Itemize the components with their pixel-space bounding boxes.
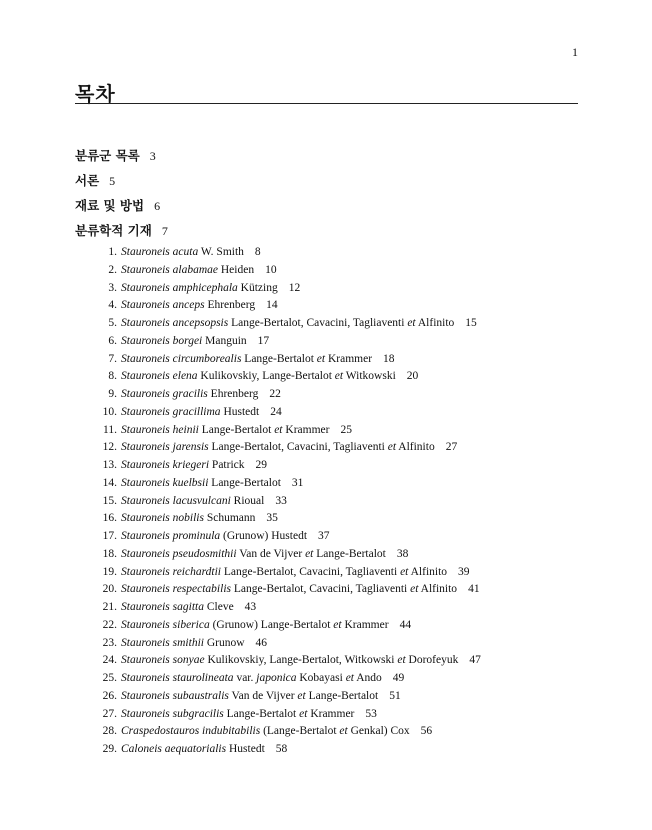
entry-text	[121, 280, 300, 298]
entry-page-number: 17	[257, 334, 270, 347]
toc-entry	[95, 386, 481, 404]
italic-term: et	[345, 672, 354, 684]
toc-entry	[95, 723, 481, 741]
section-title: 재료 및 방법	[75, 198, 145, 213]
entry-number: 9.	[108, 388, 117, 400]
entry-page-number: 27	[445, 441, 458, 454]
entry-text	[121, 333, 269, 351]
entry-page-number: 25	[340, 423, 352, 436]
entry-page-number: 53	[365, 707, 377, 720]
entry-text	[121, 741, 287, 759]
species-name: Stauroneis subaustralis	[121, 689, 229, 702]
italic-term: et	[316, 352, 326, 365]
species-author: Lange-Bertalot et Krammer	[223, 707, 355, 720]
species-name: Stauroneis staurolineata	[121, 672, 234, 684]
species-name: Stauroneis smithii	[121, 636, 204, 649]
entry-number: 23.	[102, 636, 117, 649]
page-number: 1	[572, 45, 578, 59]
italic-term: et	[299, 707, 308, 720]
toc-entry	[95, 368, 481, 386]
toc-entry	[95, 741, 481, 759]
species-author: var. japonica Kobayasi et Ando	[233, 672, 382, 684]
entry-number: 1.	[108, 246, 117, 258]
species-author: Van de Vijver et Lange-Bertalot	[236, 547, 386, 560]
toc-entry	[95, 475, 481, 493]
entry-number: 22.	[102, 618, 117, 631]
species-author: Van de Vijver et Lange-Bertalot	[228, 689, 379, 702]
species-author: Hustedt	[220, 405, 260, 418]
species-author: Ehrenberg	[204, 299, 256, 312]
species-name: Stauroneis anceps	[121, 299, 205, 312]
toc-section	[75, 193, 168, 218]
entry-text	[121, 297, 278, 315]
italic-term: japonica	[256, 672, 297, 684]
species-name: Caloneis aequatorialis	[121, 743, 227, 755]
entry-text	[121, 688, 401, 706]
italic-term: et	[339, 725, 348, 738]
toc-entry	[95, 581, 481, 599]
species-author: Rioual	[230, 494, 265, 507]
toc-entry	[95, 617, 481, 635]
species-author: Hustedt	[226, 743, 265, 755]
entry-number: 8.	[108, 370, 117, 383]
species-name: Stauroneis gracillima	[121, 405, 221, 418]
entry-text	[121, 457, 267, 475]
entry-page-number: 56	[420, 725, 433, 738]
species-name: Stauroneis reichardtii	[121, 565, 221, 578]
entry-text	[121, 404, 282, 422]
species-name: Stauroneis respectabilis	[121, 583, 231, 596]
entry-number: 19.	[102, 565, 117, 578]
species-author: Schumann	[203, 512, 256, 525]
entry-page-number: 35	[266, 512, 278, 525]
entry-number: 15.	[102, 494, 117, 507]
species-name: Stauroneis siberica	[121, 618, 210, 631]
toc-entry	[95, 564, 481, 582]
entry-text	[121, 368, 418, 386]
italic-term: et	[333, 618, 342, 631]
entry-page-number: 58	[275, 743, 288, 755]
entry-number: 7.	[108, 352, 117, 365]
entry-number: 20.	[102, 583, 117, 596]
entry-text	[121, 422, 352, 440]
species-author: Kützing	[237, 281, 278, 294]
entry-text	[121, 564, 470, 582]
toc-entry	[95, 404, 481, 422]
entry-page-number: 43	[244, 601, 257, 613]
toc-entry	[95, 262, 481, 280]
entry-page-number: 44	[399, 618, 412, 631]
entry-number: 25.	[102, 672, 117, 684]
species-name: Stauroneis kriegeri	[121, 459, 210, 471]
entry-page-number: 10	[265, 263, 277, 276]
entry-text	[121, 581, 480, 599]
entry-number: 10.	[102, 405, 117, 418]
species-name: Stauroneis borgei	[121, 334, 203, 347]
toc-entry	[95, 439, 481, 457]
toc-section	[75, 218, 168, 243]
italic-term: et	[387, 441, 397, 454]
section-page-number: 7	[161, 224, 168, 238]
entry-number: 26.	[102, 689, 117, 702]
species-author: (Grunow) Lange-Bertalot et Krammer	[209, 618, 389, 631]
entry-number: 28.	[102, 725, 117, 738]
toc-section	[75, 168, 168, 193]
section-page-number: 6	[154, 199, 161, 213]
entry-page-number: 46	[255, 636, 268, 649]
toc-entry	[95, 315, 481, 333]
species-name: Stauroneis sonyae	[121, 654, 205, 667]
species-name: Stauroneis sagitta	[121, 601, 204, 613]
toc-entry	[95, 652, 481, 670]
species-author: Lange-Bertalot, Cavacini, Tagliaventi et Alfinito	[228, 317, 455, 329]
toc-title: 목차	[75, 82, 116, 106]
toc-section	[75, 143, 168, 168]
toc-entry	[95, 546, 481, 564]
species-author: Kulikovskiy, Lange-Bertalot, Witkowski et Dorofeyuk	[204, 654, 459, 667]
entry-page-number: 14	[266, 299, 278, 312]
entry-page-number: 37	[318, 530, 330, 542]
entry-page-number: 29	[255, 459, 267, 471]
entry-text	[121, 386, 281, 404]
entry-text	[121, 315, 477, 333]
entry-number: 5.	[108, 317, 117, 329]
entry-text	[121, 510, 278, 528]
species-name: Stauroneis nobilis	[121, 512, 204, 525]
toc-entry	[95, 351, 481, 369]
entry-text	[121, 723, 432, 741]
entry-text	[121, 546, 408, 564]
species-name: Stauroneis gracilis	[121, 388, 208, 400]
toc-entry	[95, 280, 481, 298]
entry-page-number: 38	[396, 547, 409, 560]
toc-entry	[95, 528, 481, 546]
entry-page-number: 18	[383, 352, 395, 365]
species-author: Heiden	[218, 263, 255, 276]
toc-entry	[95, 244, 481, 262]
entry-number: 17.	[102, 530, 117, 542]
species-author: Lange-Bertalot	[208, 476, 281, 489]
entry-text	[121, 528, 330, 546]
italic-term: et	[400, 565, 409, 578]
toc-entry	[95, 635, 481, 653]
toc-entry	[95, 333, 481, 351]
entry-page-number: 8	[254, 246, 261, 258]
entry-number: 12.	[102, 441, 117, 454]
entry-number: 4.	[108, 299, 117, 312]
species-author: Lange-Bertalot, Cavacini, Tagliaventi et Alfinito	[208, 441, 435, 454]
entry-number: 2.	[108, 263, 117, 276]
entry-text	[121, 599, 256, 617]
entry-text	[121, 670, 404, 688]
entry-page-number: 20	[406, 370, 419, 383]
entry-number: 14.	[102, 476, 117, 489]
toc-entry	[95, 688, 481, 706]
species-entry-list	[95, 244, 481, 759]
species-name: Stauroneis amphicephala	[121, 281, 238, 294]
section-title: 분류군 목록	[75, 148, 140, 163]
entry-page-number: 15	[465, 317, 477, 329]
entry-text	[121, 475, 303, 493]
entry-page-number: 12	[288, 281, 301, 294]
species-author: Kulikovskiy, Lange-Bertalot et Witkowski	[197, 370, 396, 383]
species-name: Stauroneis jarensis	[121, 441, 209, 454]
species-name: Stauroneis acuta	[121, 246, 199, 258]
species-author: Cleve	[203, 601, 234, 613]
species-author: (Grunow) Hustedt	[220, 530, 308, 542]
toc-entry	[95, 493, 481, 511]
italic-term: et	[297, 689, 306, 702]
section-page-number: 3	[149, 149, 156, 163]
species-author: Manguin	[202, 334, 247, 347]
toc-entry	[95, 297, 481, 315]
entry-page-number: 39	[458, 565, 470, 578]
entry-text	[121, 617, 411, 635]
entry-number: 13.	[102, 459, 117, 471]
entry-number: 11.	[103, 423, 117, 436]
entry-text	[121, 262, 277, 280]
italic-term: et	[334, 370, 344, 383]
section-page-number: 5	[109, 174, 116, 188]
species-name: Stauroneis pseudosmithii	[121, 547, 237, 560]
species-author: Lange-Bertalot et Krammer	[241, 352, 373, 365]
section-title: 서론	[75, 173, 100, 188]
species-author: (Lange-Bertalot et Genkal) Cox	[260, 725, 410, 738]
italic-term: et	[407, 317, 416, 329]
entry-text	[121, 706, 377, 724]
italic-term: et	[274, 423, 283, 436]
toc-entry	[95, 670, 481, 688]
entry-number: 29.	[102, 743, 117, 755]
entry-page-number: 24	[270, 405, 282, 418]
entry-page-number: 47	[469, 654, 481, 667]
entry-text	[121, 439, 457, 457]
entry-page-number: 22	[269, 388, 281, 400]
entry-number: 21.	[102, 601, 117, 613]
species-name: Stauroneis heinii	[121, 423, 199, 436]
section-title: 분류학적 기재	[75, 223, 152, 238]
entry-number: 24.	[102, 654, 117, 667]
species-name: Stauroneis ancepsopsis	[121, 317, 229, 329]
entry-page-number: 49	[392, 672, 405, 684]
entry-number: 16.	[102, 512, 117, 525]
species-name: Craspedostauros indubitabilis	[121, 725, 261, 738]
toc-entry	[95, 706, 481, 724]
species-author: Lange-Bertalot, Cavacini, Tagliaventi et Alfinito	[220, 565, 448, 578]
entry-page-number: 51	[389, 689, 401, 702]
entry-number: 27.	[102, 707, 117, 720]
species-name: Stauroneis circumborealis	[121, 352, 242, 365]
entry-text	[121, 635, 267, 653]
italic-term: et	[397, 654, 406, 667]
entry-number: 3.	[108, 281, 117, 294]
species-author: Ehrenberg	[207, 388, 259, 400]
species-author: Patrick	[209, 459, 245, 471]
toc-entry	[95, 422, 481, 440]
species-name: Stauroneis lacusvulcani	[121, 494, 231, 507]
species-name: Stauroneis kuelbsii	[121, 476, 209, 489]
entry-number: 6.	[108, 334, 117, 347]
species-author: Grunow	[203, 636, 245, 649]
species-author: Lange-Bertalot et Krammer	[198, 423, 330, 436]
species-name: Stauroneis subgracilis	[121, 707, 224, 720]
species-author: W. Smith	[198, 246, 244, 258]
italic-term: et	[410, 583, 419, 596]
species-author: Lange-Bertalot, Cavacini, Tagliaventi et Alfinito	[231, 583, 458, 596]
toc-sections	[75, 143, 168, 243]
entry-page-number: 31	[291, 476, 304, 489]
entry-page-number: 41	[468, 583, 480, 596]
entry-text	[121, 244, 261, 262]
species-name: Stauroneis alabamae	[121, 263, 218, 276]
entry-page-number: 33	[275, 494, 287, 507]
italic-term: et	[305, 547, 314, 560]
entry-number: 18.	[102, 547, 117, 560]
entry-text	[121, 493, 287, 511]
toc-entry	[95, 599, 481, 617]
toc-entry	[95, 510, 481, 528]
entry-text	[121, 351, 395, 369]
title-rule	[75, 103, 578, 104]
species-name: Stauroneis elena	[121, 370, 198, 383]
species-name: Stauroneis prominula	[121, 530, 221, 542]
toc-entry	[95, 457, 481, 475]
entry-text	[121, 652, 481, 670]
